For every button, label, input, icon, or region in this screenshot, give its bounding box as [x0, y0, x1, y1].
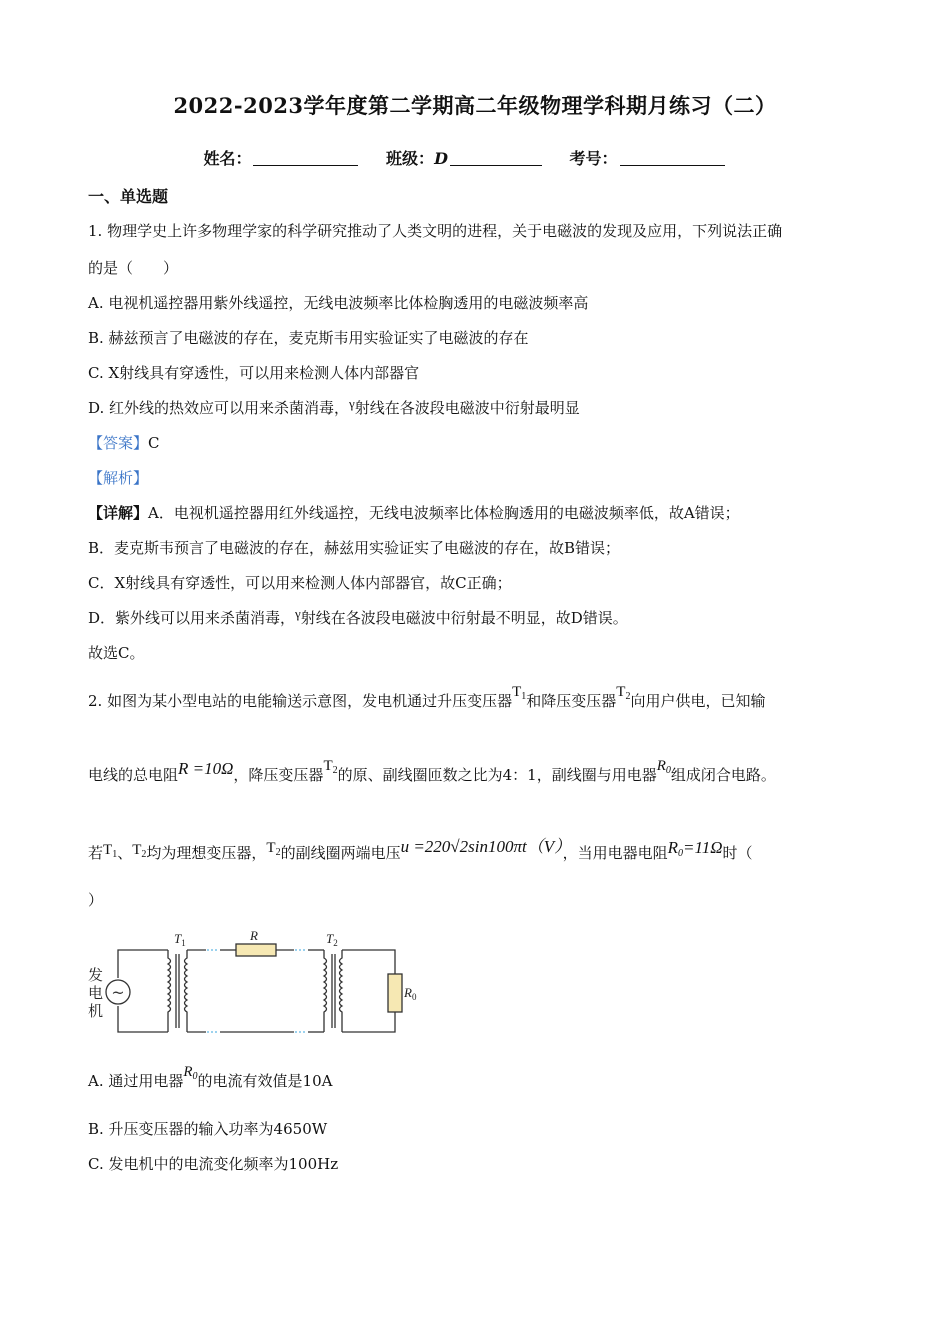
wire — [118, 950, 168, 978]
q2-text: 若 — [88, 844, 104, 862]
q2-text: 均为理想变压器， — [146, 844, 267, 862]
q1-detail-c: C．X射线具有穿透性，可以用来检测人体内部器官，故C正确； — [88, 574, 512, 592]
class-label: 班级： — [386, 149, 435, 168]
q2-text: 的副线圈两端电压 — [280, 844, 401, 862]
generator-label-2: 电 — [88, 984, 104, 1002]
q2-text: 向用户供电，已知输 — [630, 692, 766, 710]
t1-symbol: $T_1$ — [512, 684, 527, 702]
q2-text: ，当用电器电阻 — [562, 844, 668, 862]
q1-detail-d — [88, 607, 628, 628]
t1-symbol: $T_1$ — [103, 842, 118, 860]
q2-option-a-text2: 的电流有效值是10A — [197, 1072, 333, 1090]
r-label: R — [250, 928, 258, 943]
q1-option-c: C. X射线具有穿透性，可以用来检测人体内部器官 — [88, 364, 420, 382]
q2-option-a-text: A. 通过用电器 — [88, 1072, 184, 1090]
t2-symbol: $T_2$ — [616, 684, 631, 702]
section-heading: 一、单选题 — [88, 187, 169, 206]
ac-symbol: ~ — [111, 983, 125, 1002]
q1-option-d-text2: 射线在各波段电磁波中衍射最明显 — [354, 399, 580, 417]
answer-value: C — [148, 434, 160, 452]
q1-option-d-text: D. 红外线的热效应可以用来杀菌消毒， — [88, 399, 350, 417]
t2-label: $T_2$ — [326, 931, 338, 948]
r0-equation: =11Ω — [683, 838, 723, 857]
q2-line2 — [88, 758, 776, 786]
r0-symbol: $R_0$ — [183, 1064, 198, 1082]
name-blank[interactable] — [253, 149, 358, 166]
detail-a-text: A．电视机遥控器用红外线遥控，无线电波频率比体检胸透用的电磁波频率低，故A错误； — [148, 504, 740, 522]
q1-detail-b: B．麦克斯韦预言了电磁波的存在，赫兹用实验证实了电磁波的存在，故B错误； — [88, 539, 621, 557]
q2-option-a — [88, 1064, 333, 1092]
t2-symbol: $T_2$ — [323, 758, 338, 776]
resistor-r — [236, 944, 276, 956]
q1-option-d — [88, 397, 580, 418]
document-title: 2022-2023学年度第二学期高二年级物理学科期月练习（二） — [173, 93, 777, 118]
detail-d-text: D．紫外线可以用来杀菌消毒， — [88, 609, 296, 627]
generator-label-1: 发 — [88, 966, 104, 984]
t1-secondary-coil — [185, 950, 188, 1032]
t1-primary-coil — [168, 950, 171, 1032]
t2-secondary-coil — [340, 950, 343, 1032]
u-equation: u =220√2sin100πt（V） — [400, 837, 563, 856]
exam-no-label: 考号： — [569, 149, 618, 168]
analysis-tag: 【解析】 — [88, 469, 149, 487]
q2-text: ，降压变压器 — [233, 766, 324, 784]
r0-symbol: $R_0$ — [656, 758, 671, 776]
t2-symbol: $T_2$ — [266, 840, 281, 858]
resistor-r0 — [388, 974, 402, 1012]
exam-no-blank[interactable] — [620, 149, 725, 166]
q1-stem-line2: 的是（ ） — [88, 259, 179, 277]
q1-option-a: A. 电视机遥控器用紫外线遥控，无线电波频率比体检胸透用的电磁波频率高 — [88, 294, 589, 312]
r-equation: R =10Ω — [178, 759, 234, 778]
detail-tag: 【详解】 — [88, 504, 149, 522]
q1-stem-line1: 1. 物理学史上许多物理学家的科学研究推动了人类文明的进程，关于电磁波的发现及应用，下列说法正确 — [88, 222, 783, 240]
q2-line3 — [88, 838, 753, 864]
q2-text: 2. 如图为某小型电站的电能输送示意图，发电机通过升压变压器 — [88, 692, 513, 710]
q2-option-b: B. 升压变压器的输入功率为4650W — [88, 1120, 328, 1138]
q2-text: 时（ — [722, 844, 753, 862]
class-blank[interactable] — [450, 149, 542, 166]
answer-tag: 【答案】 — [88, 434, 149, 452]
gamma-symbol: γ — [349, 396, 355, 411]
t1-label: $T_1$ — [174, 931, 186, 948]
q2-text: 组成闭合电路。 — [670, 766, 776, 784]
r0-symbol: $R_0$ — [667, 838, 683, 859]
student-info-row — [0, 146, 950, 169]
circuit-diagram — [86, 928, 416, 1040]
generator-label-3: 机 — [88, 1002, 104, 1020]
q2-text: 的原、副线圈匝数之比为4：1，副线圈与用电器 — [337, 766, 657, 784]
q1-detail-a — [88, 502, 740, 523]
q2-line4: ） — [88, 891, 104, 909]
detail-d-text2: 射线在各波段电磁波中衍射最不明显，故D错误。 — [300, 609, 628, 627]
q2-text: 、 — [117, 844, 133, 862]
q1-option-b: B. 赫兹预言了电磁波的存在，麦克斯韦用实验证实了电磁波的存在 — [88, 329, 529, 347]
q1-conclusion: 故选C。 — [88, 644, 145, 662]
class-value: D — [434, 149, 448, 168]
q1-answer — [88, 432, 160, 453]
q2-text: 电线的总电阻 — [88, 766, 179, 784]
q2-option-c: C. 发电机中的电流变化频率为100Hz — [88, 1155, 339, 1173]
wire — [118, 1006, 168, 1032]
t2-primary-coil — [324, 950, 327, 1032]
t2-symbol: $T_2$ — [132, 842, 147, 860]
gamma-symbol: γ — [295, 606, 301, 621]
q2-line1 — [88, 684, 766, 712]
q2-text: 和降压变压器 — [526, 692, 617, 710]
name-label: 姓名： — [203, 149, 252, 168]
r0-label: $R_0$ — [404, 985, 417, 1002]
